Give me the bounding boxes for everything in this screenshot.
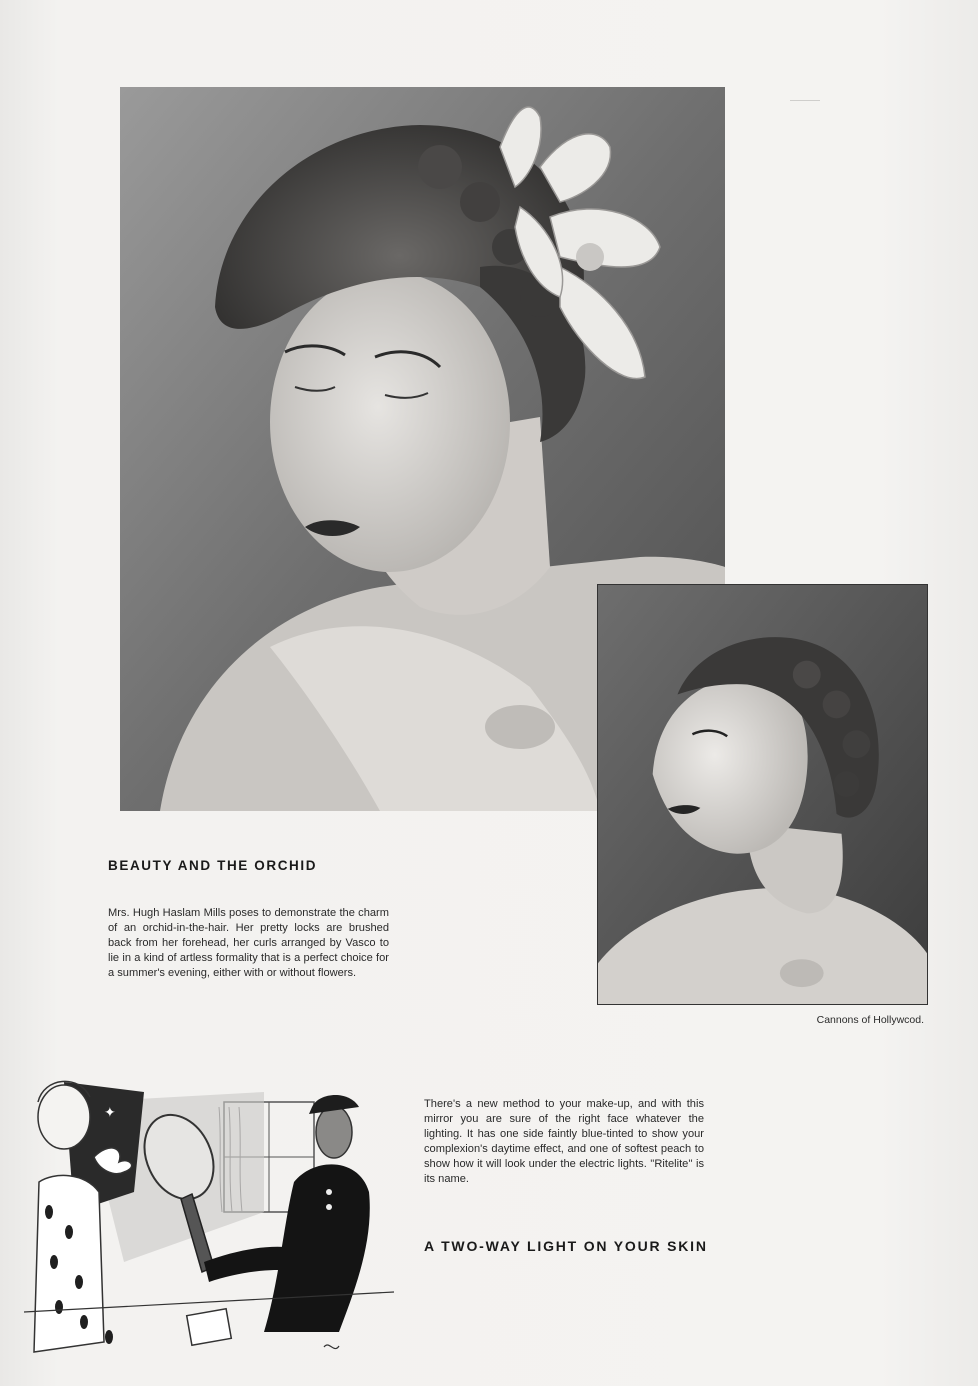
woman-with-hand-mirror-illustration [24,1062,394,1362]
svg-text:✦: ✦ [104,1105,116,1121]
mirror-feature-body-text: There's a new method to your make-up, and with this mirror you are sure of the right face whatever the lighting. It has one side faintly blue-tinted to show your complexion's daytime effect, and one of softest peach to show how it will look under the electric lights. ''Ritelite'' is its name. [424,1098,704,1185]
inset-profile-photo [597,584,928,1005]
feature-heading: BEAUTY AND THE ORCHID [108,858,318,873]
faint-print-mark [790,100,820,101]
feature-body-text: Mrs. Hugh Haslam Mills poses to demonstrate the charm of an orchid-in-the-hair. Her pretty locks are brushed back from her forehead, her curls arranged by Vasco to lie in a kind of artless formality that is a perfect choice for a summer's evening, either with or without flowers. [108,907,389,979]
mirror-feature-heading: A TWO-WAY LIGHT ON YOUR SKIN [424,1238,708,1254]
photo-credit: Cannons of Hollywcod. [816,1014,924,1026]
